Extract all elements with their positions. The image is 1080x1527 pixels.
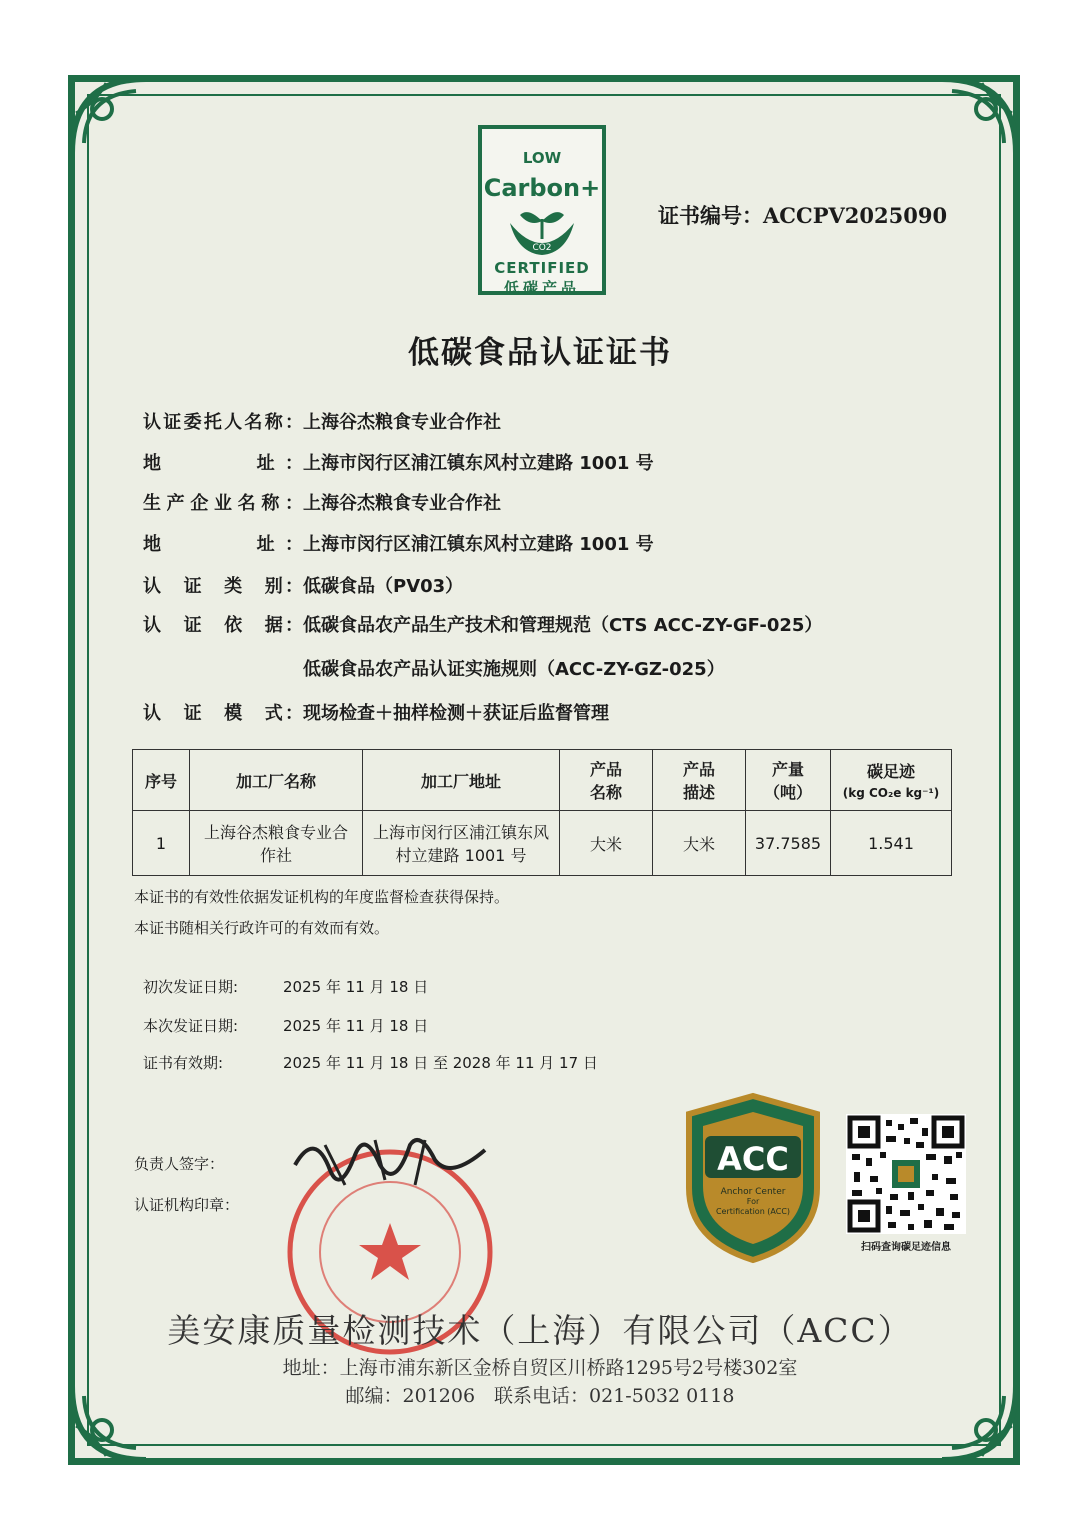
date-value: 2025 年 11 月 18 日 <box>283 1017 429 1035</box>
cell-no: 1 <box>133 811 190 876</box>
logo-certified-text: CERTIFIED <box>494 259 590 277</box>
field-label: 认 证 模 式： <box>143 703 303 724</box>
issuer-name: 美安康质量检测技术（上海）有限公司（ACC） <box>167 1311 913 1350</box>
logo-co2-text: CO2 <box>532 243 552 253</box>
header-line: 碳足迹 <box>866 762 915 781</box>
sprout-icon <box>506 203 578 258</box>
field-manufacturer-address <box>143 530 654 556</box>
field-value: 上海谷杰粮食专业合作社 <box>303 493 501 514</box>
date-value: 2025 年 11 月 18 日 至 2028 年 11 月 17 日 <box>283 1054 598 1072</box>
field-value: 低碳食品（PV03） <box>303 576 464 597</box>
field-value: 上海市闵行区浦江镇东风村立建路 1001 号 <box>303 534 654 555</box>
date-value: 2025 年 11 月 18 日 <box>283 978 429 996</box>
field-value: 上海谷杰粮食专业合作社 <box>303 412 501 433</box>
field-label: 认 证 依 据： <box>143 615 303 636</box>
cell-factory: 上海谷杰粮食专业合作社 <box>190 811 363 876</box>
badge-line2: For <box>746 1197 760 1206</box>
field-value: 低碳食品农产品认证实施规则（ACC-ZY-GZ-025） <box>303 659 725 680</box>
col-header-output <box>746 750 831 811</box>
field-category <box>143 572 463 598</box>
cell-address: 上海市闵行区浦江镇东风村立建路 1001 号 <box>363 811 560 876</box>
field-label: 认证委托人名称： <box>143 412 303 433</box>
col-header-address: 加工厂地址 <box>363 750 560 811</box>
cell-footprint: 1.541 <box>831 811 952 876</box>
cell-product-name: 大米 <box>560 811 653 876</box>
logo-carbon-text: Carbon+ <box>483 174 601 202</box>
license-note: 本证书随相关行政许可的有效而有效。 <box>134 919 390 937</box>
seal-label: 认证机构印章： <box>134 1196 240 1214</box>
current-issue-date <box>143 1015 428 1036</box>
corner-ornament-top-left <box>66 73 154 161</box>
badge-acc-text: ACC <box>717 1140 789 1178</box>
header-line: 名称 <box>589 783 622 802</box>
first-issue-date <box>143 976 428 997</box>
header-line: 描述 <box>682 783 715 802</box>
field-label: 生产企业名称： <box>143 493 303 514</box>
page-title: 低碳食品认证证书 <box>408 335 672 371</box>
issuer-address: 地址：上海市浦东新区金桥自贸区川桥路1295号2号楼302室 <box>282 1357 798 1379</box>
date-label: 本次发证日期: <box>143 1017 239 1035</box>
logo-cn-text: 低碳产品 <box>503 279 580 297</box>
col-header-footprint <box>831 750 952 811</box>
cell-output: 37.7585 <box>746 811 831 876</box>
badge-line3: Certification (ACC) <box>715 1207 791 1216</box>
cell-product-desc: 大米 <box>653 811 746 876</box>
validity-note: 本证书的有效性依据发证机构的年度监督检查获得保持。 <box>134 888 510 906</box>
col-header-factory: 加工厂名称 <box>190 750 363 811</box>
issuer-contact: 邮编：201206 联系电话：021-5032 0118 <box>345 1385 735 1407</box>
field-applicant-address <box>143 449 654 475</box>
acc-badge <box>683 1092 823 1264</box>
qr-caption: 扫码查询碳足迹信息 <box>861 1242 951 1253</box>
field-label: 地 址： <box>143 534 303 555</box>
signer-label: 负责人签字： <box>134 1155 225 1173</box>
field-value: 上海市闵行区浦江镇东风村立建路 1001 号 <box>303 453 654 474</box>
product-table <box>132 749 952 876</box>
date-label: 证书有效期: <box>143 1054 224 1072</box>
header-line: 产量 <box>771 760 804 779</box>
field-manufacturer <box>143 489 501 515</box>
header-line: （吨） <box>763 783 812 802</box>
validity-period <box>143 1052 598 1073</box>
field-basis <box>143 611 822 637</box>
header-line: (kg CO₂e kg⁻¹) <box>842 786 940 800</box>
col-header-product-name <box>560 750 653 811</box>
badge-line1: Anchor Center <box>720 1187 786 1197</box>
header-line: 产品 <box>682 760 715 779</box>
date-label: 初次发证日期: <box>143 978 239 996</box>
table-header-row <box>133 750 952 811</box>
col-header-product-desc <box>653 750 746 811</box>
field-mode <box>143 699 609 725</box>
logo-low-text: LOW <box>522 149 562 167</box>
table-row <box>133 811 952 876</box>
col-header-no: 序号 <box>133 750 190 811</box>
header-line: 产品 <box>589 760 622 779</box>
field-basis-2 <box>143 655 725 681</box>
qr-code[interactable] <box>846 1114 966 1234</box>
field-applicant <box>143 408 501 434</box>
signature <box>285 1125 495 1200</box>
field-value: 低碳食品农产品生产技术和管理规范（CTS ACC-ZY-GF-025） <box>303 615 823 636</box>
low-carbon-logo <box>478 125 606 295</box>
field-label: 认 证 类 别： <box>143 576 303 597</box>
field-value: 现场检查＋抽样检测＋获证后监督管理 <box>303 703 609 724</box>
corner-ornament-top-right <box>934 73 1022 161</box>
field-label: 地 址： <box>143 453 303 474</box>
certificate-number: 证书编号：ACCPV2025090 <box>658 203 948 228</box>
